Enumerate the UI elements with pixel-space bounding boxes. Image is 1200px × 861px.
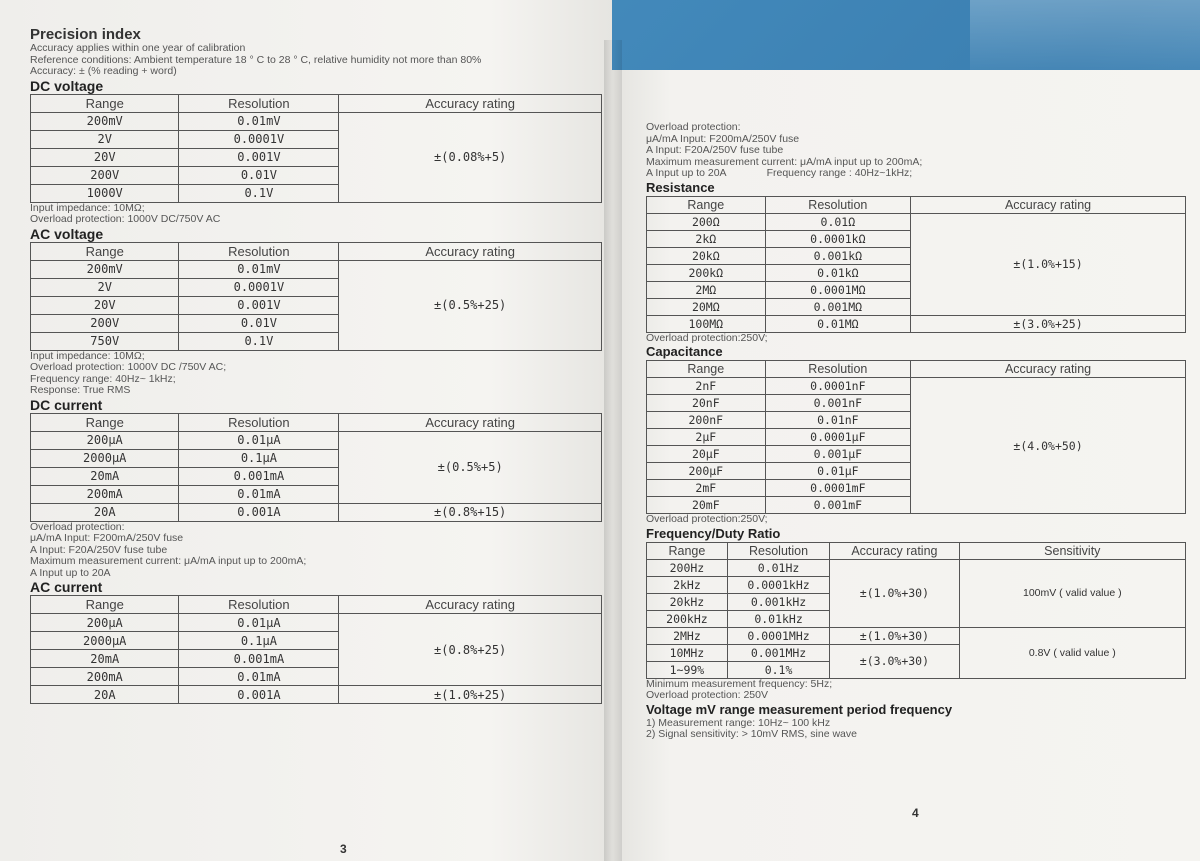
- range-cell: 2V: [31, 278, 179, 296]
- range-cell: 200μF: [647, 463, 766, 480]
- dc-voltage-table: [30, 94, 602, 203]
- ac-current-title: AC current: [30, 579, 103, 595]
- page-title: Precision index: [30, 26, 141, 43]
- resolution-cell: 0.001V: [179, 296, 339, 314]
- resolution-cell: 0.01μF: [765, 463, 911, 480]
- resolution-cell: 0.01mV: [179, 112, 339, 130]
- period-note: 2) Signal sensitivity: > 10mV RMS, sine wave: [646, 728, 857, 740]
- ac-voltage-note: Input impedance: 10MΩ;: [30, 349, 145, 362]
- header-resolution: Resolution: [179, 596, 339, 614]
- range-cell: 20A: [31, 686, 179, 704]
- page-number: 4: [912, 806, 919, 820]
- period-title: Voltage mV range measurement period frequency: [646, 701, 953, 717]
- header-accuracy: Accuracy rating: [911, 361, 1186, 378]
- dc-current-note: Overload protection:: [30, 520, 125, 533]
- resolution-cell: 0.01mV: [179, 260, 339, 278]
- resolution-cell: 0.001A: [179, 503, 339, 521]
- dc-current-note: A Input: F20A/250V fuse tube: [30, 543, 168, 556]
- header-range: Range: [647, 361, 766, 378]
- note-accuracy: Accuracy: ± (% reading + word): [30, 65, 177, 77]
- resolution-cell: 0.001kΩ: [765, 247, 911, 264]
- ac-voltage-note: Overload protection: 1000V DC /750V AC;: [30, 361, 227, 373]
- range-cell: 2μF: [647, 429, 766, 446]
- dc-voltage-note: Overload protection: 1000V DC/750V AC: [30, 213, 221, 225]
- resolution-cell: 0.0001MΩ: [765, 281, 911, 298]
- resolution-cell: 0.001nF: [765, 395, 911, 412]
- resolution-cell: 0.01V: [179, 166, 339, 184]
- frequency-table: [646, 542, 1186, 679]
- range-cell: 20kΩ: [647, 247, 766, 264]
- resolution-cell: 0.01Hz: [727, 559, 829, 576]
- resolution-cell: 0.001mA: [179, 650, 339, 668]
- dc-voltage-title: DC voltage: [30, 77, 104, 94]
- range-cell: 200kHz: [647, 610, 728, 627]
- resistance-note: Overload protection:250V;: [646, 331, 768, 344]
- accuracy-cell: ±(1.0%+15): [911, 213, 1186, 315]
- resolution-cell: 0.0001V: [179, 130, 339, 148]
- resolution-cell: 0.01nF: [765, 412, 911, 429]
- frequency-title: Frequency/Duty Ratio: [646, 525, 781, 541]
- resolution-cell: 0.1μA: [179, 449, 339, 467]
- capacitance-title: Capacitance: [646, 344, 723, 359]
- accuracy-cell: ±(0.5%+5): [339, 431, 602, 503]
- resolution-cell: 0.001MΩ: [765, 298, 911, 315]
- resolution-cell: 0.001μF: [765, 446, 911, 463]
- range-cell: 20kHz: [647, 593, 728, 610]
- accuracy-cell: ±(3.0%+25): [911, 315, 1186, 332]
- resolution-cell: 0.0001mF: [765, 480, 911, 497]
- header-resolution: Resolution: [765, 361, 911, 378]
- range-cell: 1~99%: [647, 661, 728, 678]
- table-row: [647, 315, 1186, 332]
- header-resolution: Resolution: [765, 196, 911, 213]
- table-row: [31, 503, 602, 521]
- range-cell: 750V: [31, 332, 179, 350]
- ac-voltage-title: AC voltage: [30, 225, 104, 242]
- resolution-cell: 0.01μA: [179, 431, 339, 449]
- note-reference: Reference conditions: Ambient temperature 18 ° C to 28 ° C, relative humidity not more than 80%: [30, 53, 482, 66]
- resistance-title: Resistance: [646, 179, 715, 195]
- page-number: 3: [340, 842, 347, 856]
- header-resolution: Resolution: [179, 413, 339, 431]
- range-cell: 1000V: [31, 184, 179, 202]
- header-range: Range: [31, 242, 179, 260]
- header-resolution: Resolution: [727, 542, 829, 559]
- range-cell: 20mF: [647, 497, 766, 514]
- range-cell: 200nF: [647, 412, 766, 429]
- resolution-cell: 0.0001kHz: [727, 576, 829, 593]
- table-row: [647, 378, 1186, 395]
- accuracy-cell: ±(4.0%+50): [911, 378, 1186, 514]
- header-resolution: Resolution: [179, 242, 339, 260]
- table-row: [647, 213, 1186, 230]
- resolution-cell: 0.01kHz: [727, 610, 829, 627]
- sensitivity-cell: 0.8V ( valid value ): [959, 627, 1185, 678]
- resolution-cell: 0.01mA: [179, 668, 339, 686]
- range-cell: 2kΩ: [647, 230, 766, 247]
- range-cell: 200mV: [31, 112, 179, 130]
- dc-current-title: DC current: [30, 396, 103, 413]
- a-input-text: A Input up to 20A: [646, 167, 727, 179]
- header-range: Range: [31, 596, 179, 614]
- resolution-cell: 0.0001nF: [765, 378, 911, 395]
- header-accuracy: Accuracy rating: [339, 242, 602, 260]
- range-cell: 200V: [31, 314, 179, 332]
- resolution-cell: 0.001V: [179, 148, 339, 166]
- header-sensitivity: Sensitivity: [959, 542, 1185, 559]
- resolution-cell: 0.01V: [179, 314, 339, 332]
- dc-current-note: Maximum measurement current: μA/mA input up to 200mA;: [30, 555, 307, 567]
- book-gutter: [604, 40, 622, 861]
- right-page: [612, 70, 1200, 861]
- range-cell: 10MHz: [647, 644, 728, 661]
- table-row: [647, 627, 1186, 644]
- range-cell: 2MΩ: [647, 281, 766, 298]
- dc-current-table: [30, 413, 602, 522]
- header-range: Range: [31, 413, 179, 431]
- header-range: Range: [647, 542, 728, 559]
- top-note: μA/mA Input: F200mA/250V fuse: [646, 132, 800, 145]
- range-cell: 20μF: [647, 446, 766, 463]
- dc-current-note: A Input up to 20A: [30, 566, 111, 579]
- table-row: [31, 431, 602, 449]
- range-cell: 200Hz: [647, 559, 728, 576]
- frequency-note: Overload protection: 250V: [646, 689, 768, 701]
- header-accuracy: Accuracy rating: [911, 196, 1186, 213]
- table-row: [647, 559, 1186, 576]
- range-cell: 2V: [31, 130, 179, 148]
- range-cell: 20MΩ: [647, 298, 766, 315]
- range-cell: 20mA: [31, 467, 179, 485]
- resolution-cell: 0.1%: [727, 661, 829, 678]
- resolution-cell: 0.01Ω: [765, 213, 911, 230]
- range-cell: 20mA: [31, 650, 179, 668]
- top-note: A Input: F20A/250V fuse tube: [646, 144, 784, 156]
- accuracy-cell: ±(0.5%+25): [339, 260, 602, 350]
- table-row: [31, 614, 602, 632]
- resolution-cell: 0.0001MHz: [727, 627, 829, 644]
- table-row: [31, 260, 602, 278]
- header-accuracy: Accuracy rating: [339, 596, 602, 614]
- resolution-cell: 0.0001V: [179, 278, 339, 296]
- header-range: Range: [31, 94, 179, 112]
- range-cell: 100MΩ: [647, 315, 766, 332]
- top-note: Overload protection:: [646, 121, 741, 133]
- range-cell: 200μA: [31, 614, 179, 632]
- range-cell: 2000μA: [31, 632, 179, 650]
- range-cell: 20V: [31, 296, 179, 314]
- left-content: [30, 26, 602, 704]
- accuracy-cell: ±(1.0%+25): [339, 686, 602, 704]
- range-cell: 200kΩ: [647, 264, 766, 281]
- top-note: Maximum measurement current: μA/mA input up to 200mA;: [646, 155, 923, 168]
- header-accuracy: Accuracy rating: [339, 94, 602, 112]
- range-cell: 200mA: [31, 485, 179, 503]
- header-resolution: Resolution: [179, 94, 339, 112]
- resistance-table: [646, 196, 1186, 333]
- accuracy-cell: ±(0.8%+15): [339, 503, 602, 521]
- capacitance-table: [646, 360, 1186, 514]
- accuracy-cell: ±(3.0%+30): [830, 644, 959, 678]
- resolution-cell: 0.1V: [179, 184, 339, 202]
- resolution-cell: 0.001MHz: [727, 644, 829, 661]
- resolution-cell: 0.001mF: [765, 497, 911, 514]
- range-cell: 200V: [31, 166, 179, 184]
- right-content: [646, 122, 1186, 741]
- period-note: 1) Measurement range: 10Hz~ 100 kHz: [646, 716, 831, 729]
- resolution-cell: 0.0001μF: [765, 429, 911, 446]
- range-cell: 20A: [31, 503, 179, 521]
- range-cell: 2nF: [647, 378, 766, 395]
- range-cell: 20V: [31, 148, 179, 166]
- resolution-cell: 0.01kΩ: [765, 264, 911, 281]
- resolution-cell: 0.0001kΩ: [765, 230, 911, 247]
- range-cell: 20nF: [647, 395, 766, 412]
- accuracy-cell: ±(1.0%+30): [830, 627, 959, 644]
- resolution-cell: 0.001kHz: [727, 593, 829, 610]
- ac-current-table: [30, 595, 602, 704]
- ac-voltage-note: Response: True RMS: [30, 384, 131, 396]
- range-cell: 200μA: [31, 431, 179, 449]
- freq-range-text: Frequency range : 40Hz~1kHz;: [766, 167, 913, 179]
- resolution-cell: 0.01MΩ: [765, 315, 911, 332]
- ac-voltage-note: Frequency range: 40Hz~ 1kHz;: [30, 372, 176, 385]
- header-accuracy: Accuracy rating: [339, 413, 602, 431]
- range-cell: 2MHz: [647, 627, 728, 644]
- range-cell: 2000μA: [31, 449, 179, 467]
- range-cell: 200mA: [31, 668, 179, 686]
- header-range: Range: [647, 196, 766, 213]
- range-cell: 2mF: [647, 480, 766, 497]
- accuracy-cell: ±(0.08%+5): [339, 112, 602, 202]
- accuracy-cell: ±(0.8%+25): [339, 614, 602, 686]
- dc-voltage-note: Input impedance: 10MΩ;: [30, 201, 145, 214]
- note-calibration: Accuracy applies within one year of calibration: [30, 42, 246, 54]
- header-accuracy: Accuracy rating: [830, 542, 959, 559]
- table-row: [31, 686, 602, 704]
- ac-voltage-table: [30, 242, 602, 351]
- range-cell: 200Ω: [647, 213, 766, 230]
- frequency-note: Minimum measurement frequency: 5Hz;: [646, 677, 833, 690]
- accuracy-cell: ±(1.0%+30): [830, 559, 959, 627]
- top-note-a-input: [646, 168, 1186, 180]
- resolution-cell: 0.1V: [179, 332, 339, 350]
- range-cell: 200mV: [31, 260, 179, 278]
- dc-current-note: μA/mA Input: F200mA/250V fuse: [30, 532, 184, 544]
- capacitance-note: Overload protection:250V;: [646, 513, 768, 525]
- resolution-cell: 0.01μA: [179, 614, 339, 632]
- resolution-cell: 0.001mA: [179, 467, 339, 485]
- plastic-wrap: [970, 0, 1200, 70]
- sensitivity-cell: 100mV ( valid value ): [959, 559, 1185, 627]
- resolution-cell: 0.001A: [179, 686, 339, 704]
- resolution-cell: 0.01mA: [179, 485, 339, 503]
- resolution-cell: 0.1μA: [179, 632, 339, 650]
- table-row: [31, 112, 602, 130]
- range-cell: 2kHz: [647, 576, 728, 593]
